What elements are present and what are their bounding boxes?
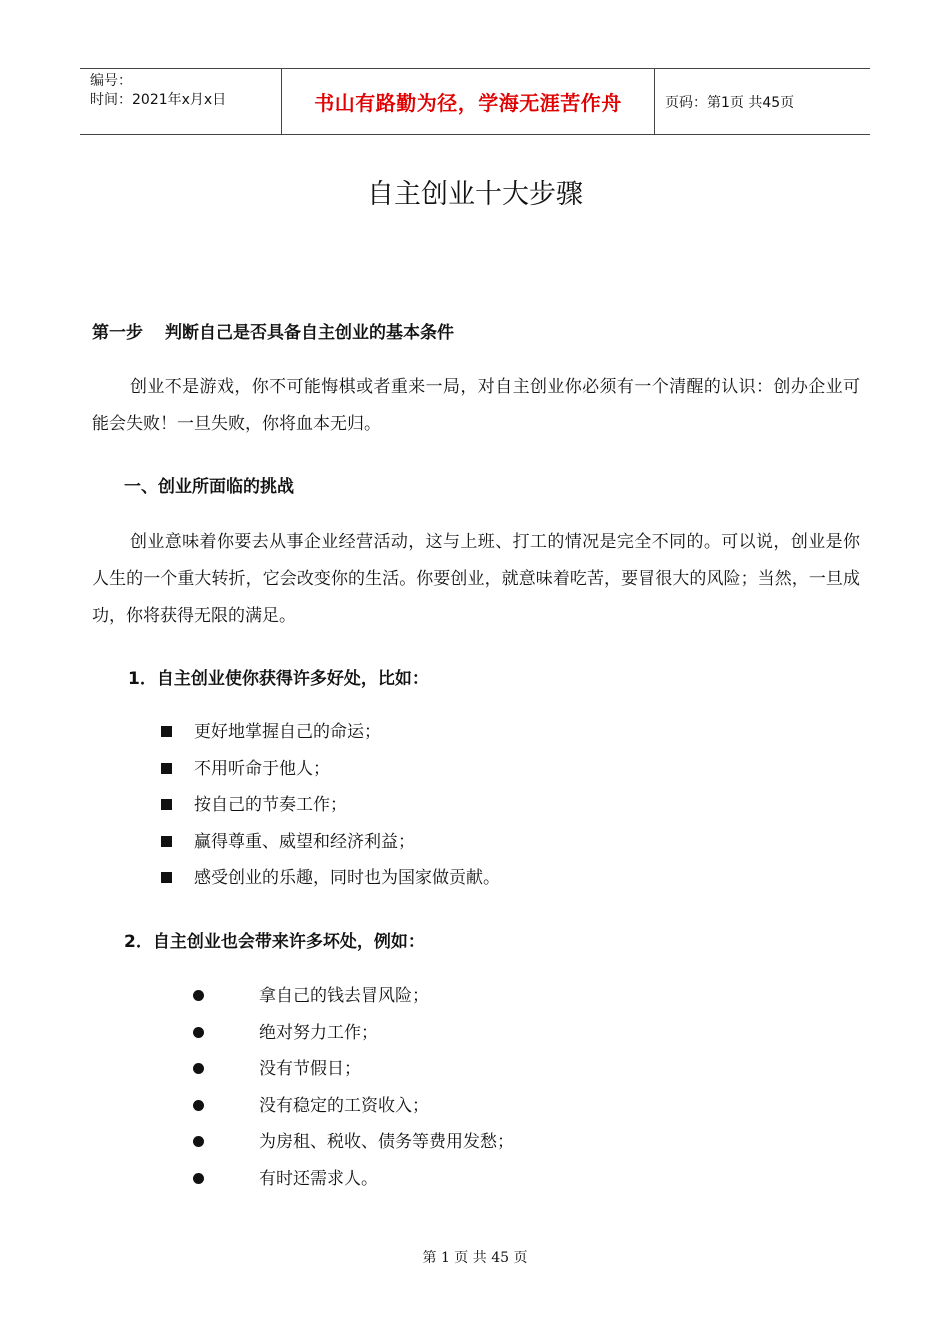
benefits-list <box>158 720 500 903</box>
square-bullet-icon <box>161 726 172 737</box>
list-item: 拿自己的钱去冒风险； <box>193 984 514 1021</box>
list-item: 没有节假日； <box>193 1057 514 1094</box>
step-number: 第一步 <box>92 323 143 343</box>
step-title: 判断自己是否具备自主创业的基本条件 <box>165 323 454 343</box>
header-page-cell <box>655 69 870 134</box>
square-bullet-icon <box>161 763 172 774</box>
step-heading <box>92 318 454 343</box>
list-item: 更好地掌握自己的命运； <box>158 720 500 757</box>
page-label: 页码：第1页 共45页 <box>665 94 795 111</box>
page-footer: 第 1 页 共 45 页 <box>422 1250 528 1266</box>
square-bullet-icon <box>161 799 172 810</box>
square-bullet-icon <box>161 872 172 883</box>
round-bullet-icon <box>193 1100 204 1111</box>
motto: 书山有路勤为径，学海无涯苦作舟 <box>314 91 622 115</box>
drawbacks-list <box>193 984 514 1203</box>
challenge-paragraph: 创业意味着你要去从事企业经营活动，这与上班、打工的情况是完全不同的。可以说，创业是你人生的一个重大转折，它会改变你的生活。你要创业，就意味着吃苦，要冒很大的风险；当然，一旦成功，你将获得无限的满足。 <box>92 532 860 626</box>
number-label: 编号： <box>90 73 132 89</box>
time-label: 时间：2021年x月x日 <box>90 92 227 108</box>
challenge-heading: 一、创业所面临的挑战 <box>124 477 294 497</box>
drawbacks-heading: 2．自主创业也会带来许多坏处，例如： <box>124 932 425 952</box>
document-title: 自主创业十大步骤 <box>367 179 583 210</box>
list-item: 感受创业的乐趣，同时也为国家做贡献。 <box>158 866 500 903</box>
header-motto-cell <box>281 69 655 134</box>
round-bullet-icon <box>193 1027 204 1038</box>
intro-paragraph: 创业不是游戏，你不可能悔棋或者重来一局，对自主创业你必须有一个清醒的认识：创办企业可能会失败！一旦失败，你将血本无归。 <box>92 377 860 434</box>
list-item: 赢得尊重、威望和经济利益； <box>158 830 500 867</box>
header-left-cell <box>80 69 281 134</box>
list-item: 绝对努力工作； <box>193 1021 514 1058</box>
round-bullet-icon <box>193 1063 204 1074</box>
round-bullet-icon <box>193 1173 204 1184</box>
benefits-heading: 1．自主创业使你获得许多好处，比如： <box>128 669 429 689</box>
list-item: 不用听命于他人； <box>158 757 500 794</box>
round-bullet-icon <box>193 990 204 1001</box>
list-item: 有时还需求人。 <box>193 1167 514 1204</box>
round-bullet-icon <box>193 1136 204 1147</box>
header-table <box>80 68 870 135</box>
square-bullet-icon <box>161 836 172 847</box>
list-item: 按自己的节奏工作； <box>158 793 500 830</box>
list-item: 为房租、税收、债务等费用发愁； <box>193 1130 514 1167</box>
list-item: 没有稳定的工资收入； <box>193 1094 514 1131</box>
